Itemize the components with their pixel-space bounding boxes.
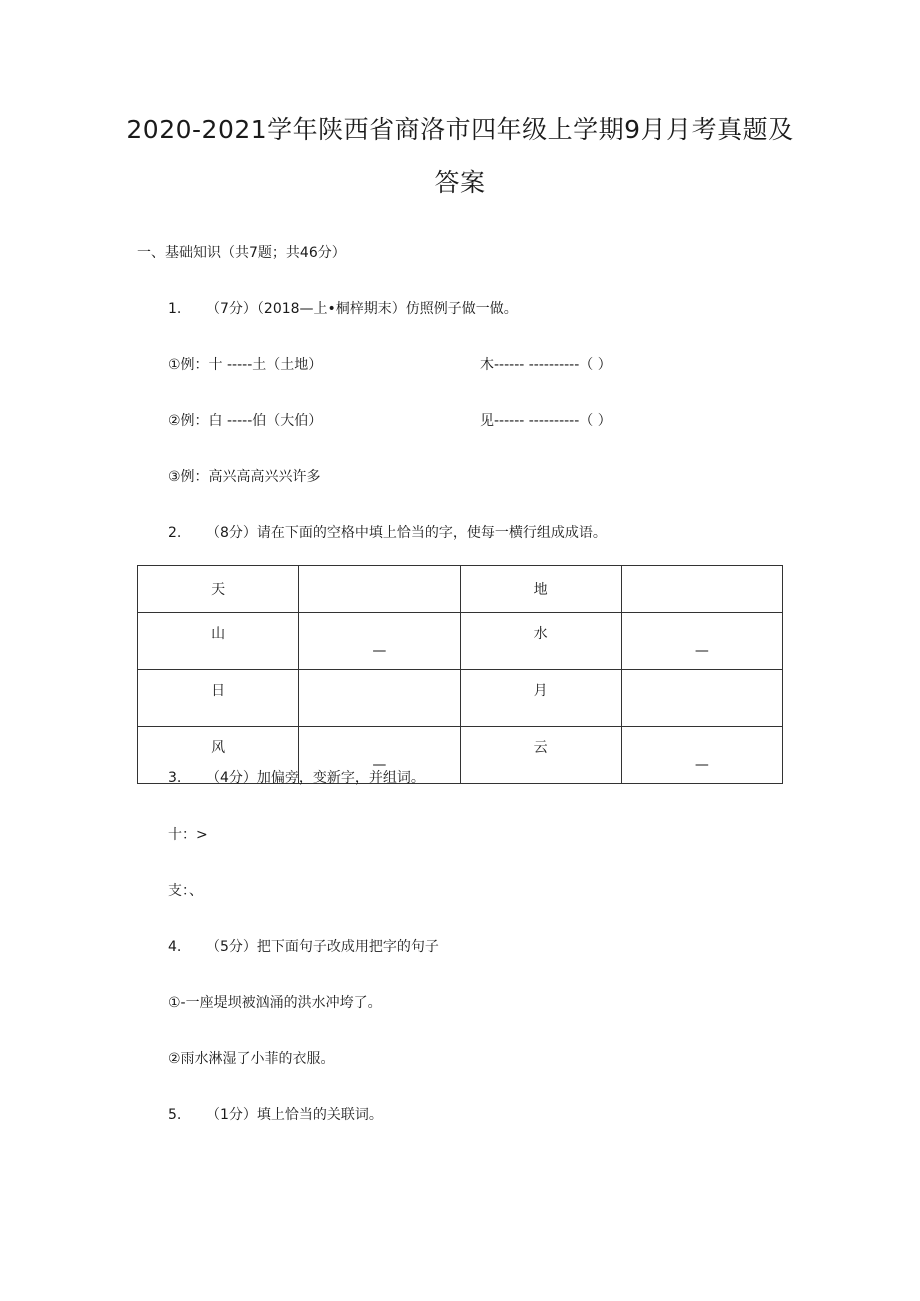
table-cell: 地 [460, 566, 621, 613]
table-row [138, 613, 783, 670]
question-text: （1分）填上恰当的关联词。 [206, 1107, 383, 1123]
q1-answer-1: 木------ ----------（ ） [480, 357, 612, 373]
question-number: 3. [168, 770, 182, 786]
question-3 [168, 767, 425, 787]
table-cell: 月 [460, 670, 621, 727]
question-text: （4分）加偏旁，变新字，并组词。 [206, 770, 425, 786]
q4-sentence-1: ①-一座堤坝被汹涌的洪水冲垮了。 [168, 995, 382, 1011]
table-cell-blank[interactable]: — [621, 613, 782, 670]
table-cell-blank[interactable]: — [299, 727, 460, 784]
question-number: 1. [168, 301, 182, 317]
question-5 [168, 1104, 383, 1124]
title-line-1: 2020-2021学年陕西省商洛市四年级上学期9月月考真题及 [126, 115, 794, 144]
q4-sentence-2: ②雨水淋湿了小菲的衣服。 [168, 1051, 335, 1067]
table-cell: 山 [138, 613, 299, 670]
question-text: （8分）请在下面的空格中填上恰当的字，使每一横行组成成语。 [206, 525, 607, 541]
question-number: 4. [168, 939, 182, 955]
question-1 [168, 298, 518, 318]
table-row [138, 670, 783, 727]
question-4 [168, 936, 439, 956]
idiom-table [137, 565, 783, 784]
table-cell: 水 [460, 613, 621, 670]
q1-example-2: ②例：白 -----伯（大伯） [168, 413, 323, 429]
q3-line-1: 十：> [168, 827, 208, 843]
table-cell: 日 [138, 670, 299, 727]
table-cell: 云 [460, 727, 621, 784]
q1-answer-2: 见------ ----------（ ） [480, 413, 612, 429]
q1-example-3: ③例：高兴高高兴兴许多 [168, 469, 321, 485]
title-line-2: 答案 [434, 168, 486, 197]
question-number: 5. [168, 1107, 182, 1123]
q3-line-2: 支：、 [168, 883, 203, 899]
table-cell-blank[interactable]: — [621, 727, 782, 784]
table-row [138, 566, 783, 613]
table-cell-blank[interactable]: — [299, 613, 460, 670]
table-cell-blank[interactable] [299, 670, 460, 727]
table-cell: 风 [138, 727, 299, 784]
question-text: （5分）把下面句子改成用把字的句子 [206, 939, 439, 955]
question-2 [168, 522, 607, 542]
table-cell-blank[interactable] [621, 670, 782, 727]
q1-example-1: ①例：十 -----土（土地） [168, 357, 323, 373]
section-heading: 一、基础知识（共7题；共46分） [137, 245, 346, 261]
table-cell-blank[interactable] [299, 566, 460, 613]
table-cell: 天 [138, 566, 299, 613]
question-text: （7分）（2018—上•桐梓期末）仿照例子做一做。 [206, 301, 518, 317]
question-number: 2. [168, 525, 182, 541]
table-cell-blank[interactable] [621, 566, 782, 613]
